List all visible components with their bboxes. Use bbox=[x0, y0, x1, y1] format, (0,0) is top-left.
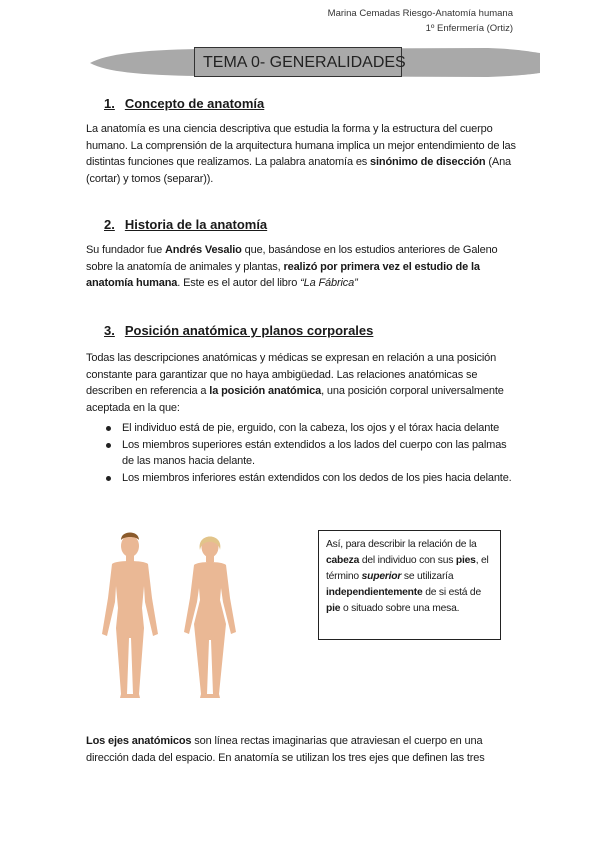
bullet-icon bbox=[106, 476, 111, 481]
book-title: “La Fábrica” bbox=[300, 277, 358, 289]
text: , el término bbox=[326, 555, 489, 582]
section-number: 1. bbox=[104, 96, 115, 111]
text: Así, para describir la relación de la bbox=[326, 539, 477, 550]
section-title: Concepto de anatomía bbox=[124, 96, 265, 111]
header-course: 1º Enfermería (Ortiz) bbox=[425, 23, 513, 34]
paragraph-ejes bbox=[86, 733, 518, 766]
bold-text: la posición anatómica bbox=[209, 385, 322, 397]
text: del individuo con sus bbox=[359, 555, 456, 566]
male-figure bbox=[102, 533, 158, 699]
section-heading-1 bbox=[104, 96, 264, 111]
text: de si está de bbox=[422, 587, 481, 598]
text: son línea rectas imaginarias que atraviesan el cuerpo en una dirección dada del espacio. En anatomía se utilizan los tres ejes que definen las tres bbox=[86, 735, 485, 764]
section-heading-2 bbox=[104, 217, 267, 232]
bold-text: realizó por primera vez el estudio de la anatomía humana bbox=[86, 260, 480, 289]
bold-text: cabeza bbox=[326, 555, 360, 566]
note-textbox bbox=[318, 530, 501, 640]
list-item bbox=[86, 420, 518, 437]
bold-text: pies bbox=[455, 555, 476, 566]
bold-text: Andrés Vesalio bbox=[164, 244, 242, 256]
text: La anatomía es una ciencia descriptiva que estudia la forma y la estructura del cuerpo humano. La comprensión de la arquitectura humana implica un mejor entendimiento de las distintas funciones que realizamos. La palabra anatomía es bbox=[86, 123, 516, 168]
section-heading-3 bbox=[104, 323, 373, 338]
text: . Este es el autor del libro bbox=[177, 277, 301, 289]
bold-text: pie bbox=[326, 603, 341, 614]
page-header bbox=[328, 6, 513, 36]
bullet-icon bbox=[106, 426, 111, 431]
anatomical-position-figures bbox=[92, 528, 248, 703]
section-title: Posición anatómica y planos corporales bbox=[124, 323, 374, 338]
paragraph-posicion bbox=[86, 350, 518, 416]
paragraph-historia bbox=[86, 242, 518, 292]
bold-text: Los ejes anatómicos bbox=[86, 735, 192, 747]
bold-text: independientemente bbox=[326, 587, 423, 598]
paragraph-concepto bbox=[86, 121, 518, 187]
text: se utilizaría bbox=[401, 571, 454, 582]
list-item bbox=[86, 470, 518, 487]
female-figure bbox=[184, 537, 236, 699]
text: Todas las descripciones anatómicas y médicas se expresan en relación a una posición constante para garantizar que no haya ambigüedad. Las relaciones anatómicas se describen en referencia a bbox=[86, 352, 497, 397]
text: (Ana (cortar) y tomos (separar)). bbox=[86, 156, 512, 185]
bullet-list bbox=[86, 420, 518, 486]
text: , una posición corporal universalmente aceptada en la que: bbox=[86, 385, 504, 414]
text: o situado sobre una mesa. bbox=[340, 603, 460, 614]
document-title: TEMA 0- GENERALIDADES bbox=[194, 47, 402, 77]
section-title: Historia de la anatomía bbox=[124, 217, 268, 232]
list-item bbox=[86, 437, 518, 470]
list-item-text: Los miembros inferiores están extendidos con los dedos de los pies hacia delante. bbox=[122, 471, 512, 484]
section-number: 3. bbox=[104, 323, 115, 338]
list-item-text: El individuo está de pie, erguido, con la cabeza, los ojos y el tórax hacia delante bbox=[122, 422, 500, 434]
bold-italic-text: superior bbox=[361, 571, 402, 582]
header-author: Marina Cemadas Riesgo-Anatomía humana bbox=[327, 8, 513, 19]
text: Su fundador fue bbox=[86, 244, 165, 256]
text: que, basándose en los estudios anteriores de Galeno sobre la anatomía de animales y plantas, bbox=[86, 244, 498, 273]
bold-text: sinónimo de disección bbox=[370, 156, 486, 168]
bullet-icon bbox=[106, 443, 111, 448]
list-item-text: Los miembros superiores están extendidos a los lados del cuerpo con las palmas de las manos hacia delante. bbox=[122, 438, 507, 467]
section-number: 2. bbox=[104, 217, 115, 232]
